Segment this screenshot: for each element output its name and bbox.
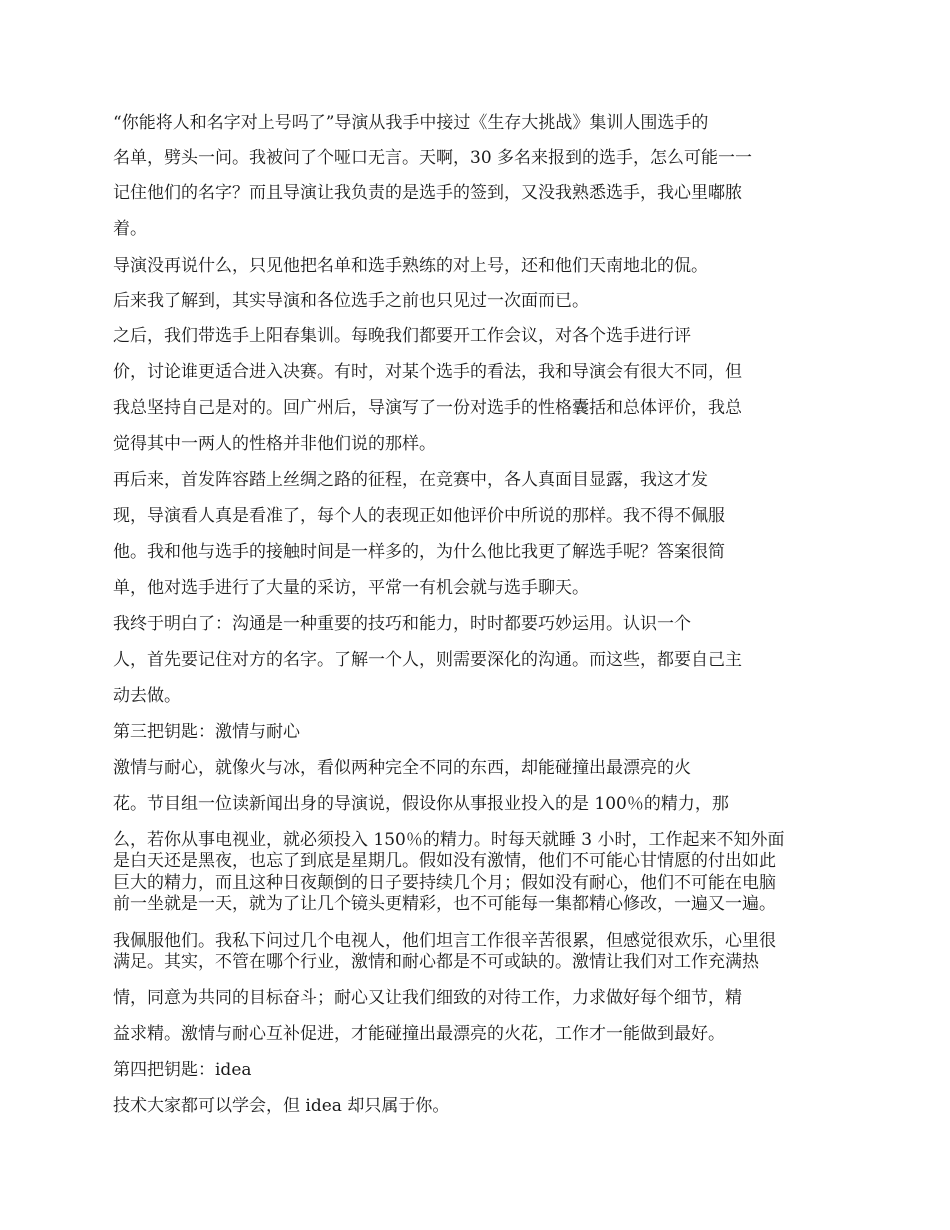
text-line: 记住他们的名字？而且导演让我负责的是选手的签到，又没我熟悉选手，我心里嘟脓 [113, 183, 742, 203]
text-line: 着。 [113, 219, 147, 239]
text-line: 我终于明白了：沟通是一种重要的技巧和能力，时时都要巧妙运用。认识一个 [113, 614, 691, 634]
text-line: 我佩服他们。我私下问过几个电视人，他们坦言工作很辛苦很累，但感觉很欢乐，心里很 [113, 931, 776, 951]
text-line: 再后来，首发阵容踏上丝绸之路的征程，在竞赛中，各人真面目显露，我这才发 [113, 470, 708, 490]
text-line: 么，若你从事电视业，就必须投入 150％的精力。时每天就睡 3 小时，工作起来不知外面 [113, 830, 785, 850]
text-line: 益求精。激情与耐心互补促进，才能碰撞出最漂亮的火花，工作才一能做到最好。 [113, 1024, 725, 1044]
text-line: “你能将人和名字对上号吗了”导演从我手中接过《生存大挑战》集训人围选手的 [113, 113, 709, 133]
text-line: 动去做。 [113, 686, 181, 706]
text-line: 技术大家都可以学会，但 idea 却只属于你。 [113, 1096, 450, 1116]
text-line: 后来我了解到，其实导演和各位选手之前也只见过一次面而已。 [113, 291, 589, 311]
text-line: 之后，我们带选手上阳春集训。每晚我们都要开工作会议，对各个选手进行评 [113, 326, 691, 346]
text-line: 激情与耐心，就像火与冰，看似两种完全不同的东西，却能碰撞出最漂亮的火 [113, 758, 691, 778]
text-line: 满足。其实，不管在哪个行业，激情和耐心都是不可或缺的。激情让我们对工作充满热 [113, 952, 759, 972]
text-line: 现，导演看人真是看准了，每个人的表现正如他评价中所说的那样。我不得不佩服 [113, 506, 725, 526]
text-line: 他。我和他与选手的接触时间是一样多的，为什么他比我更了解选手呢？答案很简 [113, 542, 725, 562]
section-heading: 第四把钥匙：idea [113, 1060, 252, 1080]
section-heading: 第三把钥匙：激情与耐心 [113, 722, 300, 742]
text-line: 巨大的精力，而且这种日夜颠倒的日子要持续几个月；假如没有耐心，他们不可能在电脑 [113, 873, 776, 893]
text-line: 我总坚持自己是对的。回广州后，导演写了一份对选手的性格囊括和总体评价，我总 [113, 398, 742, 418]
text-line: 是白天还是黑夜，也忘了到底是星期几。假如没有激情，他们不可能心甘情愿的付出如此 [113, 851, 776, 871]
text-line: 情，同意为共同的目标奋斗；耐心又让我们细致的对待工作，力求做好每个细节，精 [113, 988, 742, 1008]
text-line: 名单，劈头一问。我被问了个哑口无言。天啊，30 多名来报到的选手，怎么可能一一 [113, 148, 753, 168]
text-line: 人，首先要记住对方的名字。了解一个人，则需要深化的沟通。而这些，都要自己主 [113, 650, 742, 670]
text-line: 导演没再说什么，只见他把名单和选手熟练的对上号，还和他们天南地北的侃。 [113, 256, 708, 276]
text-line: 前一坐就是一天，就为了让几个镜头更精彩，也不可能每一集都精心修改，一遍又一遍。 [113, 894, 776, 914]
text-line: 单，他对选手进行了大量的采访，平常一有机会就与选手聊天。 [113, 578, 589, 598]
text-line: 觉得其中一两人的性格并非他们说的那样。 [113, 434, 436, 454]
text-line: 价，讨论谁更适合进入决赛。有时，对某个选手的看法，我和导演会有很大不同，但 [113, 362, 742, 382]
text-line: 花。节目组一位读新闻出身的导演说，假设你从事报业投入的是 100％的精力，那 [113, 794, 729, 814]
